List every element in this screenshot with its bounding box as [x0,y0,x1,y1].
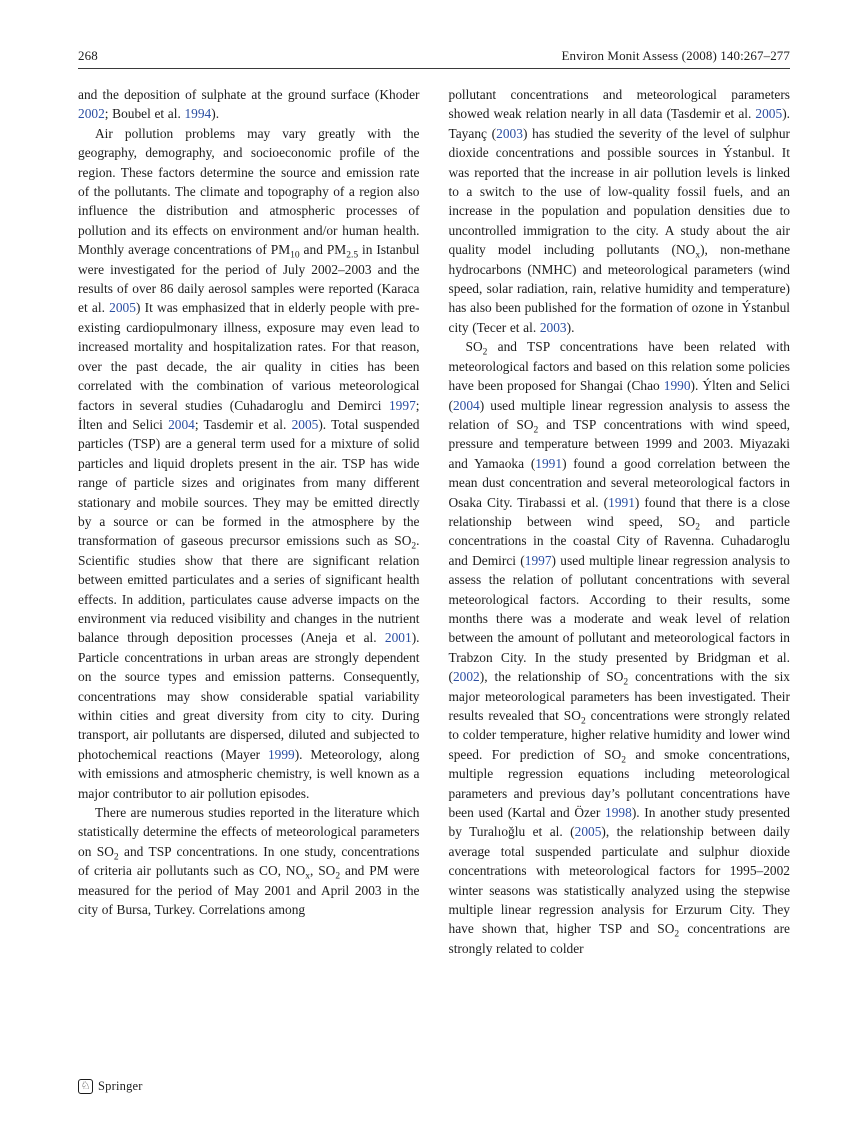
citation-link[interactable]: 1991 [535,455,563,471]
citation-link[interactable]: 1991 [608,494,635,510]
subscript-text: 2 [695,522,700,533]
right-column [449,85,791,958]
paragraph [449,337,791,958]
subscript-text: 2 [623,677,629,688]
body-text: SO [465,339,483,355]
body-text: ) used multiple linear regression analysis to assess the relation of pollutant concentrations with several meteorological factors. According to their results, some months there was a moderate and weak level of relation between the amount of pollutant and meteorological factors in Trabzon City. In the study presented by Bridgman et al. ( [448,552,791,685]
body-text: ). [211,106,220,122]
citation-link[interactable]: 2005 [109,300,136,316]
subscript-text: 2 [533,425,539,436]
article-body [78,85,790,958]
citation-link[interactable]: 1990 [663,378,691,394]
page-number: 268 [78,48,98,63]
body-text: ). In another study presented by Turalıoğlu et al. ( [448,805,791,840]
body-text: and PM were measured for the period of May 2001 and April 2003 in the city of Bursa, Turkey. Correlations among [78,863,420,918]
springer-logo [78,1079,143,1094]
citation-link[interactable]: 2002 [78,106,105,122]
subscript-text: 2 [482,347,488,358]
paragraph [449,85,791,337]
body-text: ). Total suspended particles (TSP) are a general term used for a mixture of solid particles and liquid droplets present in the air. TSP has wide range of particle sizes and originates from many different stationary and mobile sources. They may be emitted directly by a source or can be formed in the atmosphere by the transformation of gaseous precursor emissions such as SO [78,416,420,549]
body-text: and the deposition of sulphate at the ground surface (Khoder [78,87,420,102]
citation-link[interactable]: 2004 [452,397,480,413]
body-text: ) found a good correlation between the mean dust concentration and several meteorological factors in Osaka City. Tirabassi et al. ( [448,455,790,510]
paragraph [78,85,420,124]
paragraph [78,124,420,803]
body-text: pollutant concentrations and meteorological parameters showed weak relation nearly in all data (Tasdemir et al. [448,87,790,122]
body-text: ). Meteorology, along with emissions and atmospheric chemistry, is well known as a major contributor to air pollution episodes. [78,746,420,801]
citation-link[interactable]: 2003 [539,319,567,335]
citation-link[interactable]: 1997 [388,397,416,413]
body-text: ). Tayanç ( [448,106,790,141]
citation-link[interactable]: 2002 [452,669,480,685]
springer-horse-icon: ♘ [78,1079,93,1094]
body-text: ), non-methane hydrocarbons (NMHC) and meteorological parameters (wind speed, solar radiation, rain, relative humidity and temperature) has also been published for the formation of ozone in Ýstanbul city (Tecer et al. [448,242,791,335]
paragraph [78,803,420,919]
body-text: ) has studied the severity of the level of sulphur dioxide concentrations and possible sources in Ýstanbul. It was reported that the increase in air pollution levels is linked to a switch to the use of low-quality fossil fuels, and an increase in the population and population densities due to uncontrolled immigration to the city. A study about the air quality model including pollutants (NO [448,125,790,258]
subscript-text: 10 [290,250,300,261]
citation-link[interactable]: 2003 [496,125,523,141]
body-text: and smoke concentrations, multiple regression equations including meteorological parameters and previous day’s pollutant concentrations have been used (Kartal and Özer [448,746,791,821]
body-text: ; Tasdemir et al. [194,416,292,432]
citation-link[interactable]: 2005 [291,416,319,432]
body-text: ). Particle concentrations in urban areas are strongly dependent on the source types and emission patterns. Consequently, concentrations may show considerable spatial variability within cities and great diversity from city to city. During transport, air pollutants are dispersed, diluted and subjected to photochemical reactions (Mayer [78,630,420,762]
subscript-text: 2.5 [346,250,359,261]
citation-link[interactable]: 1998 [605,805,632,821]
body-text: in Istanbul were investigated for the period of July 2002–2003 and the results of over 86 daily aerosol samples were reported (Karaca et al. [78,242,420,316]
citation-link[interactable]: 2004 [168,416,195,432]
body-text: . Scientific studies show that there are significant relation between emitted particulates and a series of significant health effects. In addition, particulates cause adverse impacts on the environment via reduced visibility and changes in the nutrient balance through deposition processes (Aneja et al. [78,533,420,646]
header-divider [78,68,790,69]
body-text: and particle concentrations in the coastal City of Ravenna. Cuhadaroglu and Demirci ( [448,513,790,568]
citation-link[interactable]: 1999 [267,746,295,762]
body-text: concentrations were strongly related to colder temperature, higher relative humidity and lower wind speed. For prediction of SO [448,708,790,762]
journal-reference: Environ Monit Assess (2008) 140:267–277 [561,48,790,63]
subscript-text: 2 [674,930,680,941]
body-text: concentrations with the six major meteorological parameters has been investigated. Their results revealed that SO [448,669,790,723]
springer-logo-text: Springer [98,1079,143,1093]
body-text: ), the relationship of SO [479,669,624,685]
subscript-text: 2 [335,871,341,882]
citation-link[interactable]: 2001 [384,630,412,646]
page-header [78,48,790,64]
body-text: ), the relationship between daily average total suspended particulate and sulphur dioxide concentrations with meteorological factors for 1995–2002 winter seasons was statistically analyzed using the stepwise multiple linear regression analysis for Erzurum City. They have shown that, higher TSP and SO [448,824,790,937]
body-text: and TSP concentrations have been related with meteorological factors and based on this relation some policies have been proposed for Shangai (Chao [448,339,790,394]
subscript-text: x [695,250,701,261]
body-text: ; İlten and Selici [78,397,420,432]
citation-link[interactable]: 1994 [184,106,212,122]
body-text: and TSP concentrations with wind speed, pressure and temperature between 1999 and 2003. Miyazaki and Yamaoka ( [448,416,791,471]
subscript-text: 2 [113,852,119,863]
page-footer [78,1076,143,1094]
body-text: , SO [310,863,336,879]
subscript-text: 2 [621,755,626,766]
subscript-text: 2 [411,542,417,553]
body-text: ). Ýlten and Selici ( [448,378,790,413]
subscript-text: x [305,871,310,882]
citation-link[interactable]: 2005 [574,824,602,840]
citation-link[interactable]: 2005 [755,106,783,122]
body-text: ) used multiple linear regression analysis to assess the relation of SO [448,397,790,432]
citation-link[interactable]: 1997 [524,552,552,568]
body-text: There are numerous studies reported in the literature which statistically determine the effects of meteorological parameters on SO [78,805,420,859]
body-text: ; Boubel et al. [104,106,185,122]
body-text: Air pollution problems may vary greatly with the geography, demography, and socioeconomic profile of the region. These factors determine the source and emission rate of the pollutants. The climate and topography of a region also influence the distribution and atmospheric processes of pollution and its effects on environment and/or human health. Monthly average concentrations of PM [78,125,420,258]
body-text: concentrations are strongly related to colder [448,921,790,956]
left-column [78,85,420,958]
subscript-text: 2 [580,716,586,727]
body-text: ). [566,319,575,335]
body-text: and TSP concentrations. In one study, concentrations of criteria air pollutants such as CO, NO [78,843,420,879]
body-text: and PM [299,242,347,258]
body-text: ) It was emphasized that in elderly people with pre-existing cardiopulmonary illness, exposure may even lead to increased mortality and hospitalization rates. For that reason, over the past decade, the air quality in cities has been correlated with the combination of various meteorological factors in several studies (Cuhadaroglu and Demirci [78,300,420,413]
body-text: ) found that there is a close relationship between wind speed, SO [448,494,790,529]
